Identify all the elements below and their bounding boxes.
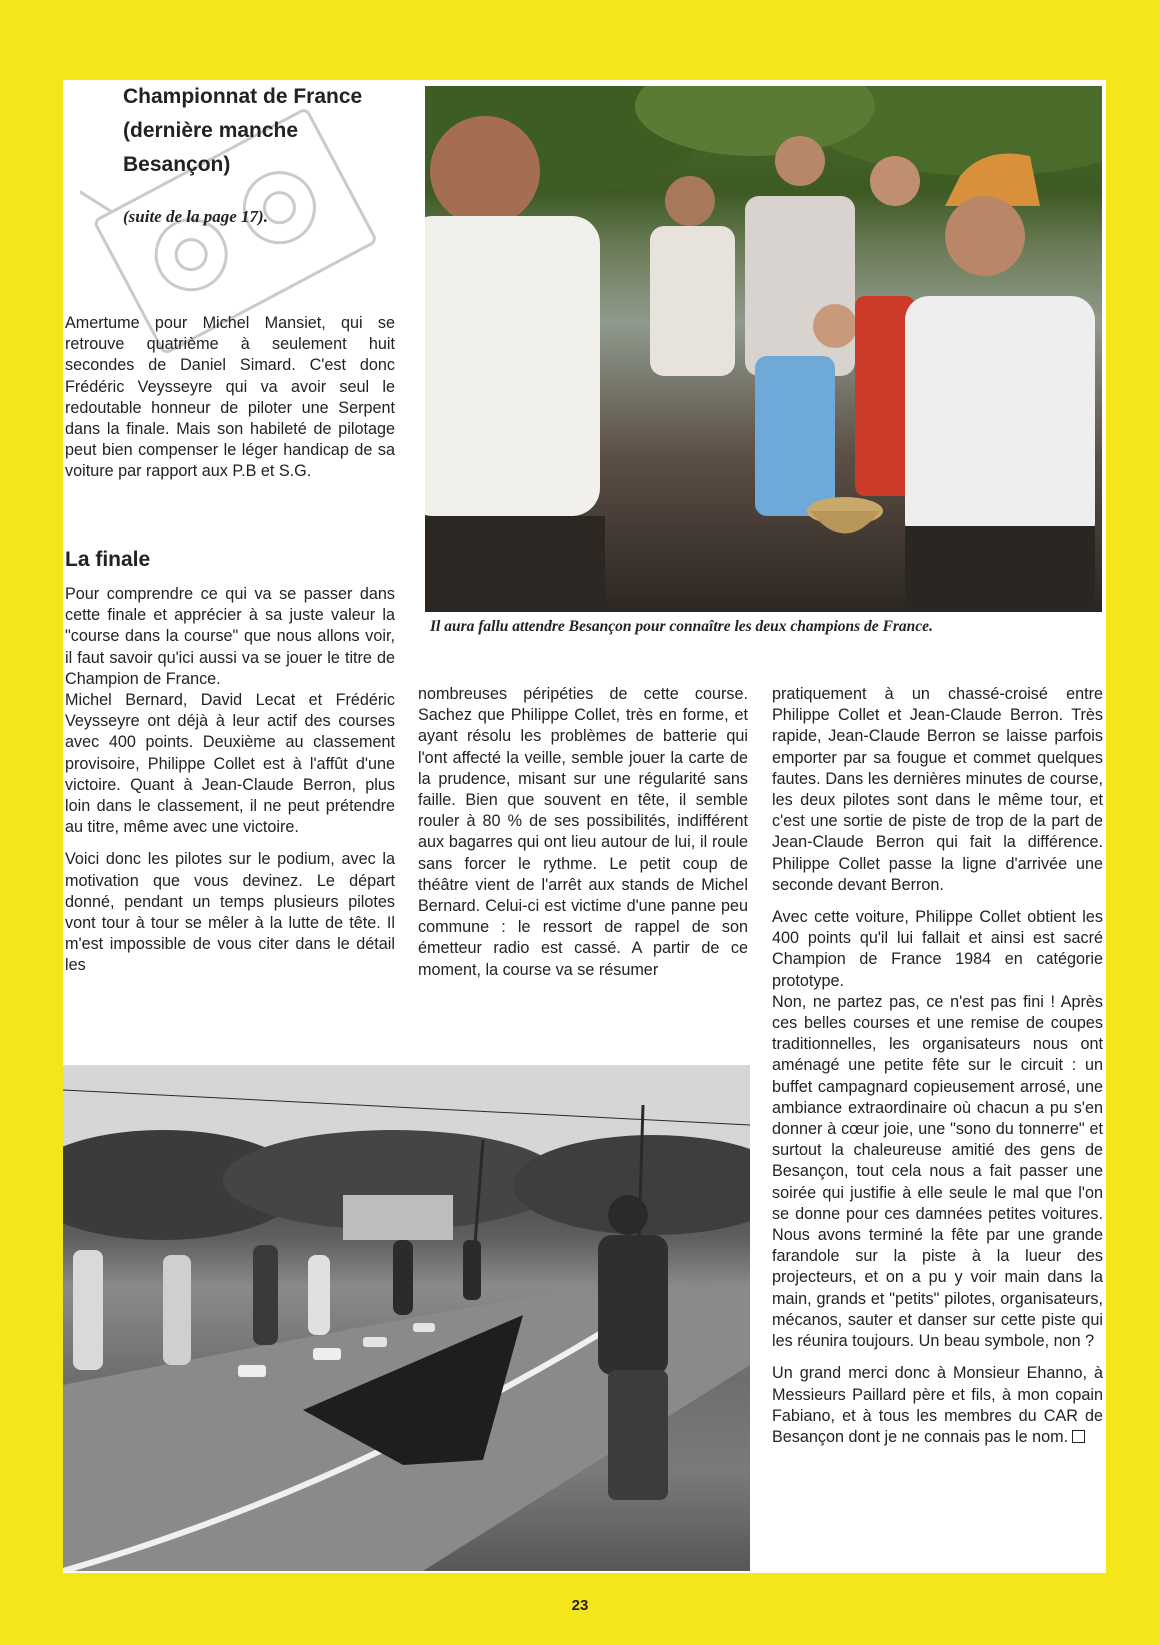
col3-paragraph-1: pratiquement à un chassé-croisé entre Philippe Collet et Jean-Claude Berron. Très rapide, Jean-Claude Berron se laisse parfois emporter par sa fougue et commet quelques fautes. Dans les dernières minutes de course, les deux pilotes sont dans le même tour, et c'est une sortie de piste de trop de la part de Jean-Claude Berron qui fait la différence. Philippe Collet passe la ligne d'arrivée une seconde devant Berron. xyxy=(772,685,1103,894)
col3-paragraph-2: Avec cette voiture, Philippe Collet obtient les 400 points qu'il lui fallait et ainsi est sacré Champion de France 1984 en catégorie prototype. xyxy=(772,908,1103,990)
end-mark-icon xyxy=(1072,1430,1085,1443)
title-line-3: Besançon) xyxy=(123,153,231,176)
continued-note: (suite de la page 17). xyxy=(123,207,268,226)
column-2 xyxy=(418,684,748,981)
intro-paragraph: Amertume pour Michel Mansiet, qui se retrouve quatrième à seulement huit secondes de Daniel Simard. C'est donc Frédéric Veysseyre qui va avoir seul le redoutable honneur de piloter une Serpent dans la finale. Mais son habileté de pilotage peut bien compenser le léger handicap de sa voiture par rapport aux P.B et S.G. xyxy=(65,314,395,481)
title-line-1: Championnat de France xyxy=(123,85,363,108)
photo-race-track-illustration xyxy=(63,1065,750,1571)
page-number: 23 xyxy=(571,1597,589,1614)
article-title xyxy=(123,80,423,182)
section-heading: La finale xyxy=(65,548,151,571)
col3-paragraph-3: Non, ne partez pas, ce n'est pas fini ! Après ces belles courses et une remise de coupes traditionnelles, les organisateurs nous ont aménagé une petite fête sur le circuit : un buffet campagnard copieusement arrosé, une ambiance extraordinaire où chacun a pu s'en donner à cœur joie, une "sono du tonnerre" et surtout la chaleureuse amitié des gens de Besançon, tout cela nous a fait passer une soirée qui justifie à elle seule le mal que l'on se donne pour ces damnées petites voitures. Nous avons terminé la fête par une grande farandole sur la piste à la lueur des projecteurs, et on a pu y voir main dans la main, grands et "petits" pilotes, organisateurs, mécanos, sauter et danser sur cette piste qui les réunira toujours. Un beau symbole, non ? xyxy=(772,992,1103,1351)
column-3 xyxy=(772,684,1103,1448)
photo-caption: Il aura fallu attendre Besançon pour connaître les deux champions de France. xyxy=(430,618,933,635)
col2-paragraph-1: nombreuses péripéties de cette course. Sachez que Philippe Collet, très en forme, et ayant résolu les problèmes de batterie qui l'ont affecté la veille, semble jouer la carte de la prudence, misant sur une régularité sans faille. Bien que souvent en tête, il semble rouler à 80 % de ses possibilités, indifférent aux bagarres qui ont lieu autour de lui, il roule sans forcer le rythme. Le petit coup de théâtre vient de l'arrêt aux stands de Michel Bernard. Celui-ci est victime d'une panne peu commune : le ressort de rappel de son émetteur radio est cassé. A partir de ce moment, la course va se résumer xyxy=(418,685,748,979)
col3-paragraph-4 xyxy=(772,1363,1103,1448)
col1-paragraph-2: Michel Bernard, David Lecat et Frédéric Veysseyre ont déjà à leur actif des courses avec 400 points. Deuxième au classement provisoire, Philippe Collet est à l'affût d'une victoire. Quant à Jean-Claude Berron, plus loin dans le classement, il ne peut prétendre au titre, même avec une victoire. xyxy=(65,691,395,837)
column-1 xyxy=(65,584,395,977)
col1-paragraph-3: Voici donc les pilotes sur le podium, avec la motivation que vous devinez. Le départ donné, pendant un temps plusieurs pilotes vont tour à tour se mêler à la lutte de tête. Il m'est impossible de vous citer dans le détail les xyxy=(65,850,395,975)
title-line-2: (dernière manche xyxy=(123,119,299,142)
col1-paragraph-1: Pour comprendre ce qui va se passer dans cette finale et apprécier à sa juste valeur la "course dans la course" que nous allons voir, il faut savoir qu'ici aussi va se jouer le titre de Champion de France. xyxy=(65,585,395,688)
photo-podium-crowd xyxy=(425,86,1102,612)
col3-paragraph-4-text: Un grand merci donc à Monsieur Ehanno, à Messieurs Paillard père et fils, à mon copain Fabiano, et à tous les membres du CAR de Besançon dont je ne connais pas le nom. xyxy=(772,1364,1103,1446)
photo-race-track xyxy=(63,1065,750,1571)
photo-podium-crowd-illustration xyxy=(425,86,1102,612)
